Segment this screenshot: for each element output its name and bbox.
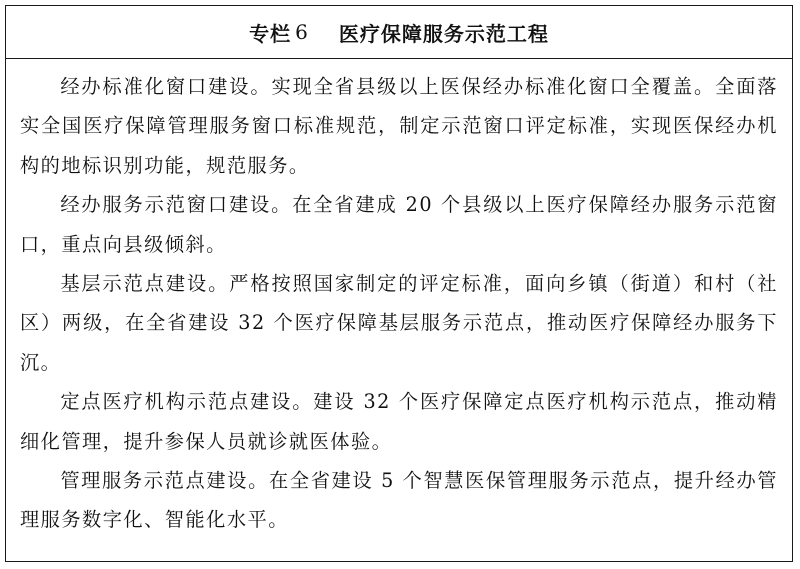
column-number: 6 xyxy=(295,20,309,44)
column-header xyxy=(6,6,792,59)
column-content xyxy=(6,59,792,540)
column-box xyxy=(5,5,793,562)
paragraph-management-service-demo: 管理服务示范点建设。在全省建设 5 个智慧医保管理服务示范点，提升经办管理服务数字化、智能化水平。 xyxy=(20,469,778,532)
column-title: 医疗保障服务示范工程 xyxy=(338,21,549,46)
paragraph-grassroots-demo: 基层示范点建设。严格按照国家制定的评定标准，面向乡镇（街道）和村（社区）两级，在全省建设 32 个医疗保障基层服务示范点，推动医疗保障经办服务下沉。 xyxy=(20,272,778,374)
paragraph-demo-window: 经办服务示范窗口建设。在全省建成 20 个县级以上医疗保障经办服务示范窗口，重点向县级倾斜。 xyxy=(20,193,778,256)
column-label: 专栏 xyxy=(249,21,292,46)
paragraph-standard-window: 经办标准化窗口建设。实现全省县级以上医保经办标准化窗口全覆盖。全面落实全国医疗保障管理服务窗口标准规范，制定示范窗口评定标准，实现医保经办机构的地标识别功能，规范服务。 xyxy=(20,75,778,177)
paragraph-designated-institution-demo: 定点医疗机构示范点建设。建设 32 个医疗保障定点医疗机构示范点，推动精细化管理，提升参保人员就诊就医体验。 xyxy=(20,390,778,453)
